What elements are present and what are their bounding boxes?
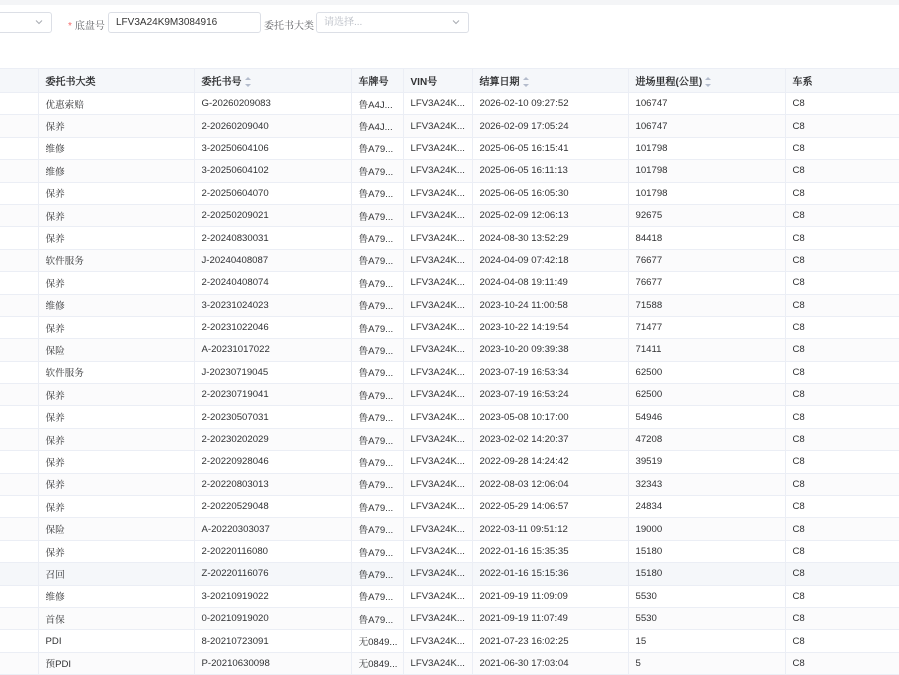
cell-vin: LFV3A24K... [403,204,472,226]
table-row[interactable] [0,160,899,182]
cell-category: 维修 [38,137,194,159]
cell-settle-date: 2021-06-30 17:03:04 [472,652,628,674]
table-row[interactable] [0,137,899,159]
category-select[interactable] [316,12,469,33]
cell-series: C8 [785,428,899,450]
cell-mileage: 71477 [628,316,785,338]
cell-mileage: 101798 [628,182,785,204]
chassis-label [68,17,105,32]
cell-series: C8 [785,227,899,249]
cell-category: 保养 [38,451,194,473]
cell-series: C8 [785,518,899,540]
cell-plate: 鲁A79... [351,249,403,271]
header-label: 车牌号 [358,77,389,88]
cell-vin: LFV3A24K... [403,384,472,406]
cell-vin: LFV3A24K... [403,518,472,540]
cell-series: C8 [785,137,899,159]
cell-order-no: 2-20260209040 [194,115,351,137]
table-row[interactable] [0,227,899,249]
cell-category: 维修 [38,585,194,607]
cell-select [0,160,38,182]
table-header-row [0,69,899,93]
cell-mileage: 32343 [628,473,785,495]
cell-order-no: 3-20210919022 [194,585,351,607]
cell-plate: 鲁A79... [351,496,403,518]
cell-settle-date: 2025-06-05 16:11:13 [472,160,628,182]
cell-vin: LFV3A24K... [403,361,472,383]
header-col-vin [403,69,472,93]
cell-order-no: A-20220303037 [194,518,351,540]
cell-category: 优惠索赔 [38,93,194,115]
cell-mileage: 54946 [628,406,785,428]
cell-series: C8 [785,384,899,406]
table-row[interactable] [0,249,899,271]
cell-plate: 鲁A79... [351,182,403,204]
table-row[interactable] [0,204,899,226]
table-row[interactable] [0,361,899,383]
cell-settle-date: 2022-09-28 14:24:42 [472,451,628,473]
cell-settle-date: 2022-01-16 15:35:35 [472,540,628,562]
cell-select [0,428,38,450]
table-row[interactable] [0,339,899,361]
cell-category: 保险 [38,339,194,361]
cell-vin: LFV3A24K... [403,339,472,361]
cell-order-no: 2-20231022046 [194,316,351,338]
cell-vin: LFV3A24K... [403,160,472,182]
table-row[interactable] [0,518,899,540]
cell-settle-date: 2022-08-03 12:06:04 [472,473,628,495]
cell-series: C8 [785,630,899,652]
cell-settle-date: 2025-06-05 16:05:30 [472,182,628,204]
cell-mileage: 5530 [628,585,785,607]
cell-series: C8 [785,451,899,473]
table-row[interactable] [0,272,899,294]
cell-mileage: 71411 [628,339,785,361]
header-label: VIN号 [410,77,438,88]
cell-category: 保养 [38,227,194,249]
cell-vin: LFV3A24K... [403,93,472,115]
cell-order-no: 2-20240408074 [194,272,351,294]
table-row[interactable] [0,607,899,629]
cell-category: 首保 [38,607,194,629]
cell-order-no: 8-20210723091 [194,630,351,652]
cell-select [0,406,38,428]
cell-mileage: 106747 [628,93,785,115]
cell-order-no: A-20231017022 [194,339,351,361]
cell-series: C8 [785,406,899,428]
cell-plate: 鲁A79... [351,518,403,540]
cell-order-no: G-20260209083 [194,93,351,115]
cell-category: 保养 [38,272,194,294]
table-row[interactable] [0,428,899,450]
table-row[interactable] [0,451,899,473]
cell-plate: 无0849... [351,630,403,652]
cell-plate: 鲁A79... [351,540,403,562]
cell-settle-date: 2023-10-20 09:39:38 [472,339,628,361]
sort-icon[interactable] [523,77,529,87]
cell-plate: 鲁A79... [351,473,403,495]
cell-settle-date: 2023-10-22 14:19:54 [472,316,628,338]
cell-mileage: 39519 [628,451,785,473]
cell-series: C8 [785,473,899,495]
cell-mileage: 15 [628,630,785,652]
cell-plate: 无0849... [351,652,403,674]
cell-mileage: 76677 [628,272,785,294]
cell-series: C8 [785,652,899,674]
header-col-mileage[interactable] [628,69,785,93]
cell-settle-date: 2023-02-02 14:20:37 [472,428,628,450]
cell-vin: LFV3A24K... [403,585,472,607]
cell-vin: LFV3A24K... [403,652,472,674]
cell-vin: LFV3A24K... [403,115,472,137]
header-label: 车系 [792,77,813,88]
cell-series: C8 [785,204,899,226]
table-row[interactable] [0,93,899,115]
cell-plate: 鲁A79... [351,339,403,361]
cell-category: 预PDI [38,652,194,674]
cell-plate: 鲁A79... [351,428,403,450]
cell-order-no: 2-20230719041 [194,384,351,406]
table-row[interactable] [0,384,899,406]
cell-order-no: P-20210630098 [194,652,351,674]
cell-settle-date: 2025-02-09 12:06:13 [472,204,628,226]
cell-plate: 鲁A79... [351,294,403,316]
cell-vin: LFV3A24K... [403,272,472,294]
cell-category: PDI [38,630,194,652]
cell-order-no: 2-20220529048 [194,496,351,518]
cell-vin: LFV3A24K... [403,294,472,316]
cell-select [0,563,38,585]
table-row[interactable] [0,630,899,652]
cell-vin: LFV3A24K... [403,406,472,428]
cell-plate: 鲁A79... [351,227,403,249]
cell-category: 保养 [38,384,194,406]
required-mark: * [68,21,72,32]
cell-mileage: 5530 [628,607,785,629]
cell-plate: 鲁A79... [351,607,403,629]
cell-plate: 鲁A79... [351,160,403,182]
cell-select [0,652,38,674]
cell-series: C8 [785,93,899,115]
cell-select [0,630,38,652]
cell-vin: LFV3A24K... [403,540,472,562]
cell-category: 召回 [38,563,194,585]
cell-vin: LFV3A24K... [403,496,472,518]
cell-select [0,339,38,361]
cell-series: C8 [785,182,899,204]
orders-table [0,68,899,675]
table-row[interactable] [0,540,899,562]
cell-settle-date: 2024-04-09 07:42:18 [472,249,628,271]
cell-series: C8 [785,361,899,383]
cell-settle-date: 2023-10-24 11:00:58 [472,294,628,316]
cell-vin: LFV3A24K... [403,182,472,204]
cell-order-no: Z-20220116076 [194,563,351,585]
filter-bar [0,5,899,63]
cell-mileage: 76677 [628,249,785,271]
cell-category: 保养 [38,204,194,226]
cell-vin: LFV3A24K... [403,473,472,495]
cell-category: 维修 [38,160,194,182]
chevron-down-icon [452,18,460,26]
cell-settle-date: 2024-04-08 19:11:49 [472,272,628,294]
cell-settle-date: 2022-01-16 15:15:36 [472,563,628,585]
sort-icon[interactable] [245,77,251,87]
cell-category: 保养 [38,473,194,495]
cell-category: 维修 [38,294,194,316]
cell-select [0,496,38,518]
cell-series: C8 [785,585,899,607]
cell-mileage: 62500 [628,361,785,383]
table-body [0,93,899,675]
cell-mileage: 101798 [628,160,785,182]
table-row[interactable] [0,182,899,204]
table-row[interactable] [0,563,899,585]
cell-mileage: 84418 [628,227,785,249]
cell-mileage: 92675 [628,204,785,226]
cell-settle-date: 2021-09-19 11:09:09 [472,585,628,607]
header-col-category [38,69,194,93]
chevron-down-icon [35,18,43,26]
cell-order-no: 2-20230507031 [194,406,351,428]
cell-settle-date: 2022-03-11 09:51:12 [472,518,628,540]
orders-table-container[interactable] [0,68,899,675]
table-row[interactable] [0,652,899,674]
cell-select [0,115,38,137]
cell-series: C8 [785,563,899,585]
cell-category: 保养 [38,540,194,562]
cell-plate: 鲁A79... [351,585,403,607]
cell-category: 保险 [38,518,194,540]
table-row[interactable] [0,115,899,137]
cell-plate: 鲁A79... [351,316,403,338]
cell-order-no: 2-20230202029 [194,428,351,450]
cell-settle-date: 2026-02-10 09:27:52 [472,93,628,115]
cell-mileage: 47208 [628,428,785,450]
header-col-settle-date[interactable] [472,69,628,93]
cell-select [0,451,38,473]
table-row[interactable] [0,473,899,495]
cell-mileage: 62500 [628,384,785,406]
cell-series: C8 [785,272,899,294]
cell-order-no: J-20230719045 [194,361,351,383]
cell-series: C8 [785,496,899,518]
chassis-label-text: 底盘号 [74,21,105,32]
cell-select [0,182,38,204]
cell-series: C8 [785,607,899,629]
cell-series: C8 [785,160,899,182]
header-col-order-no[interactable] [194,69,351,93]
cell-vin: LFV3A24K... [403,451,472,473]
cell-series: C8 [785,249,899,271]
cell-order-no: 0-20210919020 [194,607,351,629]
cell-plate: 鲁A79... [351,563,403,585]
cell-select [0,518,38,540]
cell-select [0,607,38,629]
cell-plate: 鲁A79... [351,137,403,159]
cell-plate: 鲁A79... [351,406,403,428]
cell-mileage: 24834 [628,496,785,518]
cell-category: 保养 [38,316,194,338]
cell-series: C8 [785,316,899,338]
cell-mileage: 5 [628,652,785,674]
cell-settle-date: 2021-07-23 16:02:25 [472,630,628,652]
cell-order-no: 3-20250604106 [194,137,351,159]
header-label: 结算日期 [479,77,520,88]
cell-settle-date: 2022-05-29 14:06:57 [472,496,628,518]
cell-mileage: 15180 [628,540,785,562]
cell-order-no: 3-20250604102 [194,160,351,182]
cell-vin: LFV3A24K... [403,137,472,159]
cell-order-no: 2-20250209021 [194,204,351,226]
cell-vin: LFV3A24K... [403,316,472,338]
cell-settle-date: 2026-02-09 17:05:24 [472,115,628,137]
left-select[interactable] [0,12,52,33]
cell-category: 保养 [38,406,194,428]
cell-vin: LFV3A24K... [403,630,472,652]
chassis-input[interactable]: LFV3A24K9M3084916 [108,12,261,33]
cell-mileage: 71588 [628,294,785,316]
cell-plate: 鲁A79... [351,451,403,473]
cell-plate: 鲁A79... [351,204,403,226]
cell-select [0,227,38,249]
table-row[interactable] [0,585,899,607]
cell-plate: 鲁A4J... [351,115,403,137]
cell-category: 保养 [38,182,194,204]
category-label: 委托书大类 [264,21,314,32]
cell-select [0,585,38,607]
sort-icon[interactable] [705,77,711,87]
cell-plate: 鲁A79... [351,361,403,383]
table-row[interactable] [0,496,899,518]
cell-vin: LFV3A24K... [403,227,472,249]
cell-order-no: 2-20250604070 [194,182,351,204]
cell-select [0,204,38,226]
cell-vin: LFV3A24K... [403,428,472,450]
cell-select [0,249,38,271]
cell-select [0,93,38,115]
cell-series: C8 [785,115,899,137]
cell-mileage: 101798 [628,137,785,159]
header-col-series [785,69,899,93]
header-col-plate [351,69,403,93]
cell-series: C8 [785,339,899,361]
cell-mileage: 106747 [628,115,785,137]
cell-vin: LFV3A24K... [403,563,472,585]
cell-category: 软件服务 [38,361,194,383]
cell-select [0,294,38,316]
category-placeholder: 请选择... [324,17,363,28]
cell-settle-date: 2023-07-19 16:53:34 [472,361,628,383]
cell-settle-date: 2021-09-19 11:07:49 [472,607,628,629]
cell-settle-date: 2023-07-19 16:53:24 [472,384,628,406]
cell-category: 软件服务 [38,249,194,271]
cell-select [0,473,38,495]
header-col-select [0,69,38,93]
table-row[interactable] [0,294,899,316]
cell-plate: 鲁A79... [351,384,403,406]
cell-series: C8 [785,294,899,316]
table-row[interactable] [0,316,899,338]
cell-order-no: 3-20231024023 [194,294,351,316]
cell-settle-date: 2024-08-30 13:52:29 [472,227,628,249]
cell-plate: 鲁A79... [351,272,403,294]
cell-category: 保养 [38,496,194,518]
header-label: 委托书号 [201,77,242,88]
cell-plate: 鲁A4J... [351,93,403,115]
cell-category: 保养 [38,428,194,450]
cell-mileage: 15180 [628,563,785,585]
cell-series: C8 [785,540,899,562]
table-row[interactable] [0,406,899,428]
cell-select [0,316,38,338]
cell-order-no: 2-20220116080 [194,540,351,562]
cell-category: 保养 [38,115,194,137]
cell-select [0,272,38,294]
cell-select [0,137,38,159]
cell-order-no: J-20240408087 [194,249,351,271]
cell-settle-date: 2023-05-08 10:17:00 [472,406,628,428]
cell-select [0,361,38,383]
cell-order-no: 2-20220928046 [194,451,351,473]
cell-order-no: 2-20220803013 [194,473,351,495]
cell-settle-date: 2025-06-05 16:15:41 [472,137,628,159]
header-label: 进场里程(公里) [635,77,703,88]
cell-vin: LFV3A24K... [403,249,472,271]
header-label: 委托书大类 [45,77,96,88]
cell-order-no: 2-20240830031 [194,227,351,249]
cell-select [0,384,38,406]
cell-select [0,540,38,562]
cell-vin: LFV3A24K... [403,607,472,629]
cell-mileage: 19000 [628,518,785,540]
